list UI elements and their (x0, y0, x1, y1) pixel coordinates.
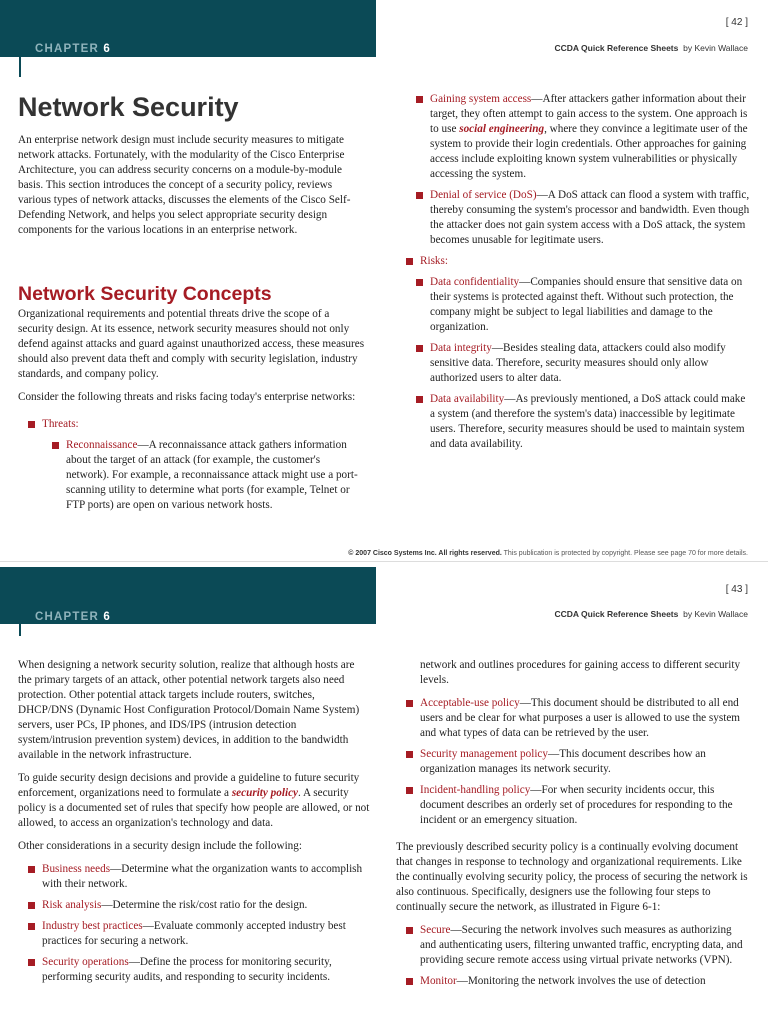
intro-column (18, 133, 363, 246)
security-policy-term: security policy (231, 787, 299, 799)
right-column-1 (406, 92, 750, 458)
bullet-icon (416, 96, 423, 103)
availability-term: Data availability (430, 393, 505, 405)
secure-term: Secure (420, 924, 451, 936)
copyright-notice: © 2007 Cisco Systems Inc. All rights reserved. This publication is protected by copyright. Please see page 70 for more details. (348, 550, 748, 557)
recon-text: —A reconnaissance attack gathers information about the target of an attack (for example, the customer's network). For example, a reconnaissance attack might use a port-scanning utility to determine what ports (for example, Telnet or FTP ports) are open on various network hosts. (66, 439, 358, 511)
ihp-term: Incident-handling policy (420, 784, 531, 796)
intro-paragraph: An enterprise network design must include security measures to mitigate network attacks. Fortunately, with the modularity of the Cisco Enterprise Architecture, you can address security concerns on a module-by-module basis. This section introduces the concept of a security policy, reviews various types of network attacks, discusses the elements of the Cisco Self-Defending Network, and helps you select appropriate security design components for the various locations in an enterprise network. (18, 134, 351, 236)
recon-item (18, 438, 366, 513)
risk-analysis-term: Risk analysis (42, 899, 102, 911)
chapter-label: CHAPTER 6 (35, 43, 112, 55)
bullet-icon (406, 751, 413, 758)
dos-text: —A DoS attack can flood a system with traffic, thereby consuming the system's processor and bandwidth. Even though the attacker does not gain system access with a DoS attack, the system becomes unusable for legitimate users. (430, 189, 750, 246)
aup-item: Acceptable-use policy—This document should be distributed to all end users and be clear for what purposes a user is allowed to use the system and what types of data can be retrieved by the user. (396, 696, 750, 741)
page-title: Network Security (18, 92, 239, 122)
social-engineering-term: social engineering (459, 123, 545, 135)
bullet-icon (28, 421, 35, 428)
concepts-paragraph-1: Organizational requirements and potential threats drive the scope of a security design. At its essence, network security measures should not only defend against attacks and guard against unauthorized access, these measures should also prevent data theft and comply with security legislation, industry standards, and company policy. (18, 308, 365, 380)
threats-label: Threats: (42, 418, 79, 430)
bullet-icon (406, 787, 413, 794)
bullet-icon (406, 700, 413, 707)
targets-paragraph: When designing a network security solution, realize that although hosts are the primary targets of an attack, other potential network targets also need protection. Other potential attack targets include routers, switches, DHCP/DNS (Dynamic Host Configuration Protocol/Domain Name System) servers, user PCs, IP phones, and IDS/IPS (intrusion detection system/intrusion prevention system) devices, in addition to the bandwidth available in the network infrastructure. (18, 659, 360, 761)
running-header: CCDA Quick Reference Sheets by Kevin Wallace (554, 43, 748, 53)
integrity-item (406, 341, 750, 386)
integrity-term: Data integrity (430, 342, 492, 354)
monitor-item: Monitor—Monitoring the network involves the use of detection (396, 974, 750, 989)
threats-item (18, 417, 366, 432)
ihp-item: Incident-handling policy—For when security incidents occur, this document describes an orderly set of procedures for responding to the incident or an emergency situation. (396, 783, 750, 828)
bullet-icon (416, 396, 423, 403)
dos-item (406, 188, 750, 248)
best-practices-term: Industry best practices (42, 920, 143, 932)
best-practices-item: Industry best practices—Evaluate commonly accepted industry best practices for securing a network. (18, 919, 370, 949)
aup-term: Acceptable-use policy (420, 697, 520, 709)
availability-text: —As previously mentioned, a DoS attack could make a system (and therefore the system's data) inaccessible by legitimate users. Therefore, security measures should be used to maintain system and data availability. (430, 393, 746, 450)
business-needs-item: Business needs—Determine what the organization wants to accomplish with their network. (18, 862, 370, 892)
chapter-label-2: CHAPTER 6 (35, 611, 112, 623)
left-column-2 (18, 658, 370, 991)
bullet-icon (416, 279, 423, 286)
section-title: Network Security Concepts (18, 283, 272, 305)
chapter-rule (19, 57, 21, 77)
bullet-icon (28, 902, 35, 909)
bullet-icon (28, 923, 35, 930)
bullet-icon (406, 978, 413, 985)
gain-text-2: , where they convince a legitimate user of the system to provide their login credentials. Other approaches for gaining access include exploiting known system vulnerabilities or physically accessing the system. (430, 123, 748, 180)
bullet-icon (416, 192, 423, 199)
bullet-icon (28, 866, 35, 873)
confidentiality-text: —Companies should ensure that sensitive data on their systems is protected against theft. Without such protection, the company might be subject to legal liabilities and damage to the organization. (430, 276, 743, 333)
considerations-paragraph: Other considerations in a security design include the following: (18, 840, 302, 852)
secure-item: Secure—Securing the network involves such measures as authorizing and authenticating users, filtering unwanted traffic, encrypting data, and providing secure remote access using virtual private networks (VPN). (396, 923, 750, 968)
security-operations-item: Security operations—Define the process for monitoring security, performing security audits, and responding to security incidents. (18, 955, 370, 985)
page-number: [ 42 ] (725, 17, 748, 28)
smp-term: Security management policy (420, 748, 548, 760)
smp-item: Security management policy—This document describes how an organization manages its network security. (396, 747, 750, 777)
page-divider (0, 561, 768, 562)
business-needs-term: Business needs (42, 863, 111, 875)
bullet-icon (406, 927, 413, 934)
gain-term: Gaining system access (430, 93, 532, 105)
bullet-icon (28, 959, 35, 966)
monitor-term: Monitor (420, 975, 457, 987)
right-column-2 (396, 658, 750, 995)
bullet-icon (52, 442, 59, 449)
gain-access-item (406, 92, 750, 182)
security-operations-term: Security operations (42, 956, 129, 968)
risks-label: Risks: (420, 255, 448, 267)
gain-text-1: —After attackers gather information about their target, they often attempt to gain access to the system. One approach is to use (430, 93, 748, 135)
availability-item (406, 392, 750, 452)
dos-term: Denial of service (DoS) (430, 189, 537, 201)
evolving-paragraph: The previously described security policy is a continually evolving document that changes in response to technology and organizational requirements. Like the continually evolving security policy, the process of securing the network is also continuous. Specifically, designers use the following four steps to continually secure the network, as illustrated in Figure 6-1: (396, 841, 748, 913)
integrity-text: —Besides stealing data, attackers could also modify sensitive data. Therefore, security measures should only allow authorized users to alter data. (430, 342, 726, 384)
left-column-1 (18, 307, 366, 519)
bullet-icon (416, 345, 423, 352)
page-number-2: [ 43 ] (725, 584, 748, 595)
confidentiality-term: Data confidentiality (430, 276, 520, 288)
risk-analysis-item: Risk analysis—Determine the risk/cost ratio for the design. (18, 898, 370, 913)
bullet-icon (406, 258, 413, 265)
running-header-2: CCDA Quick Reference Sheets by Kevin Wallace (554, 609, 748, 619)
recon-term: Reconnaissance (66, 439, 138, 451)
confidentiality-item (406, 275, 750, 335)
risks-item (406, 254, 750, 269)
levels-paragraph: network and outlines procedures for gaining access to different security levels. (420, 659, 741, 686)
concepts-paragraph-2: Consider the following threats and risks facing today's enterprise networks: (18, 391, 356, 403)
policy-paragraph: To guide security design decisions and provide a guideline to future security enforcement, organizations need to formulate a security policy. A security policy is a documented set of rules that specify how people are allowed, or not allowed, to access an organization's technology and data. (18, 772, 370, 829)
chapter-rule-2 (19, 624, 21, 636)
